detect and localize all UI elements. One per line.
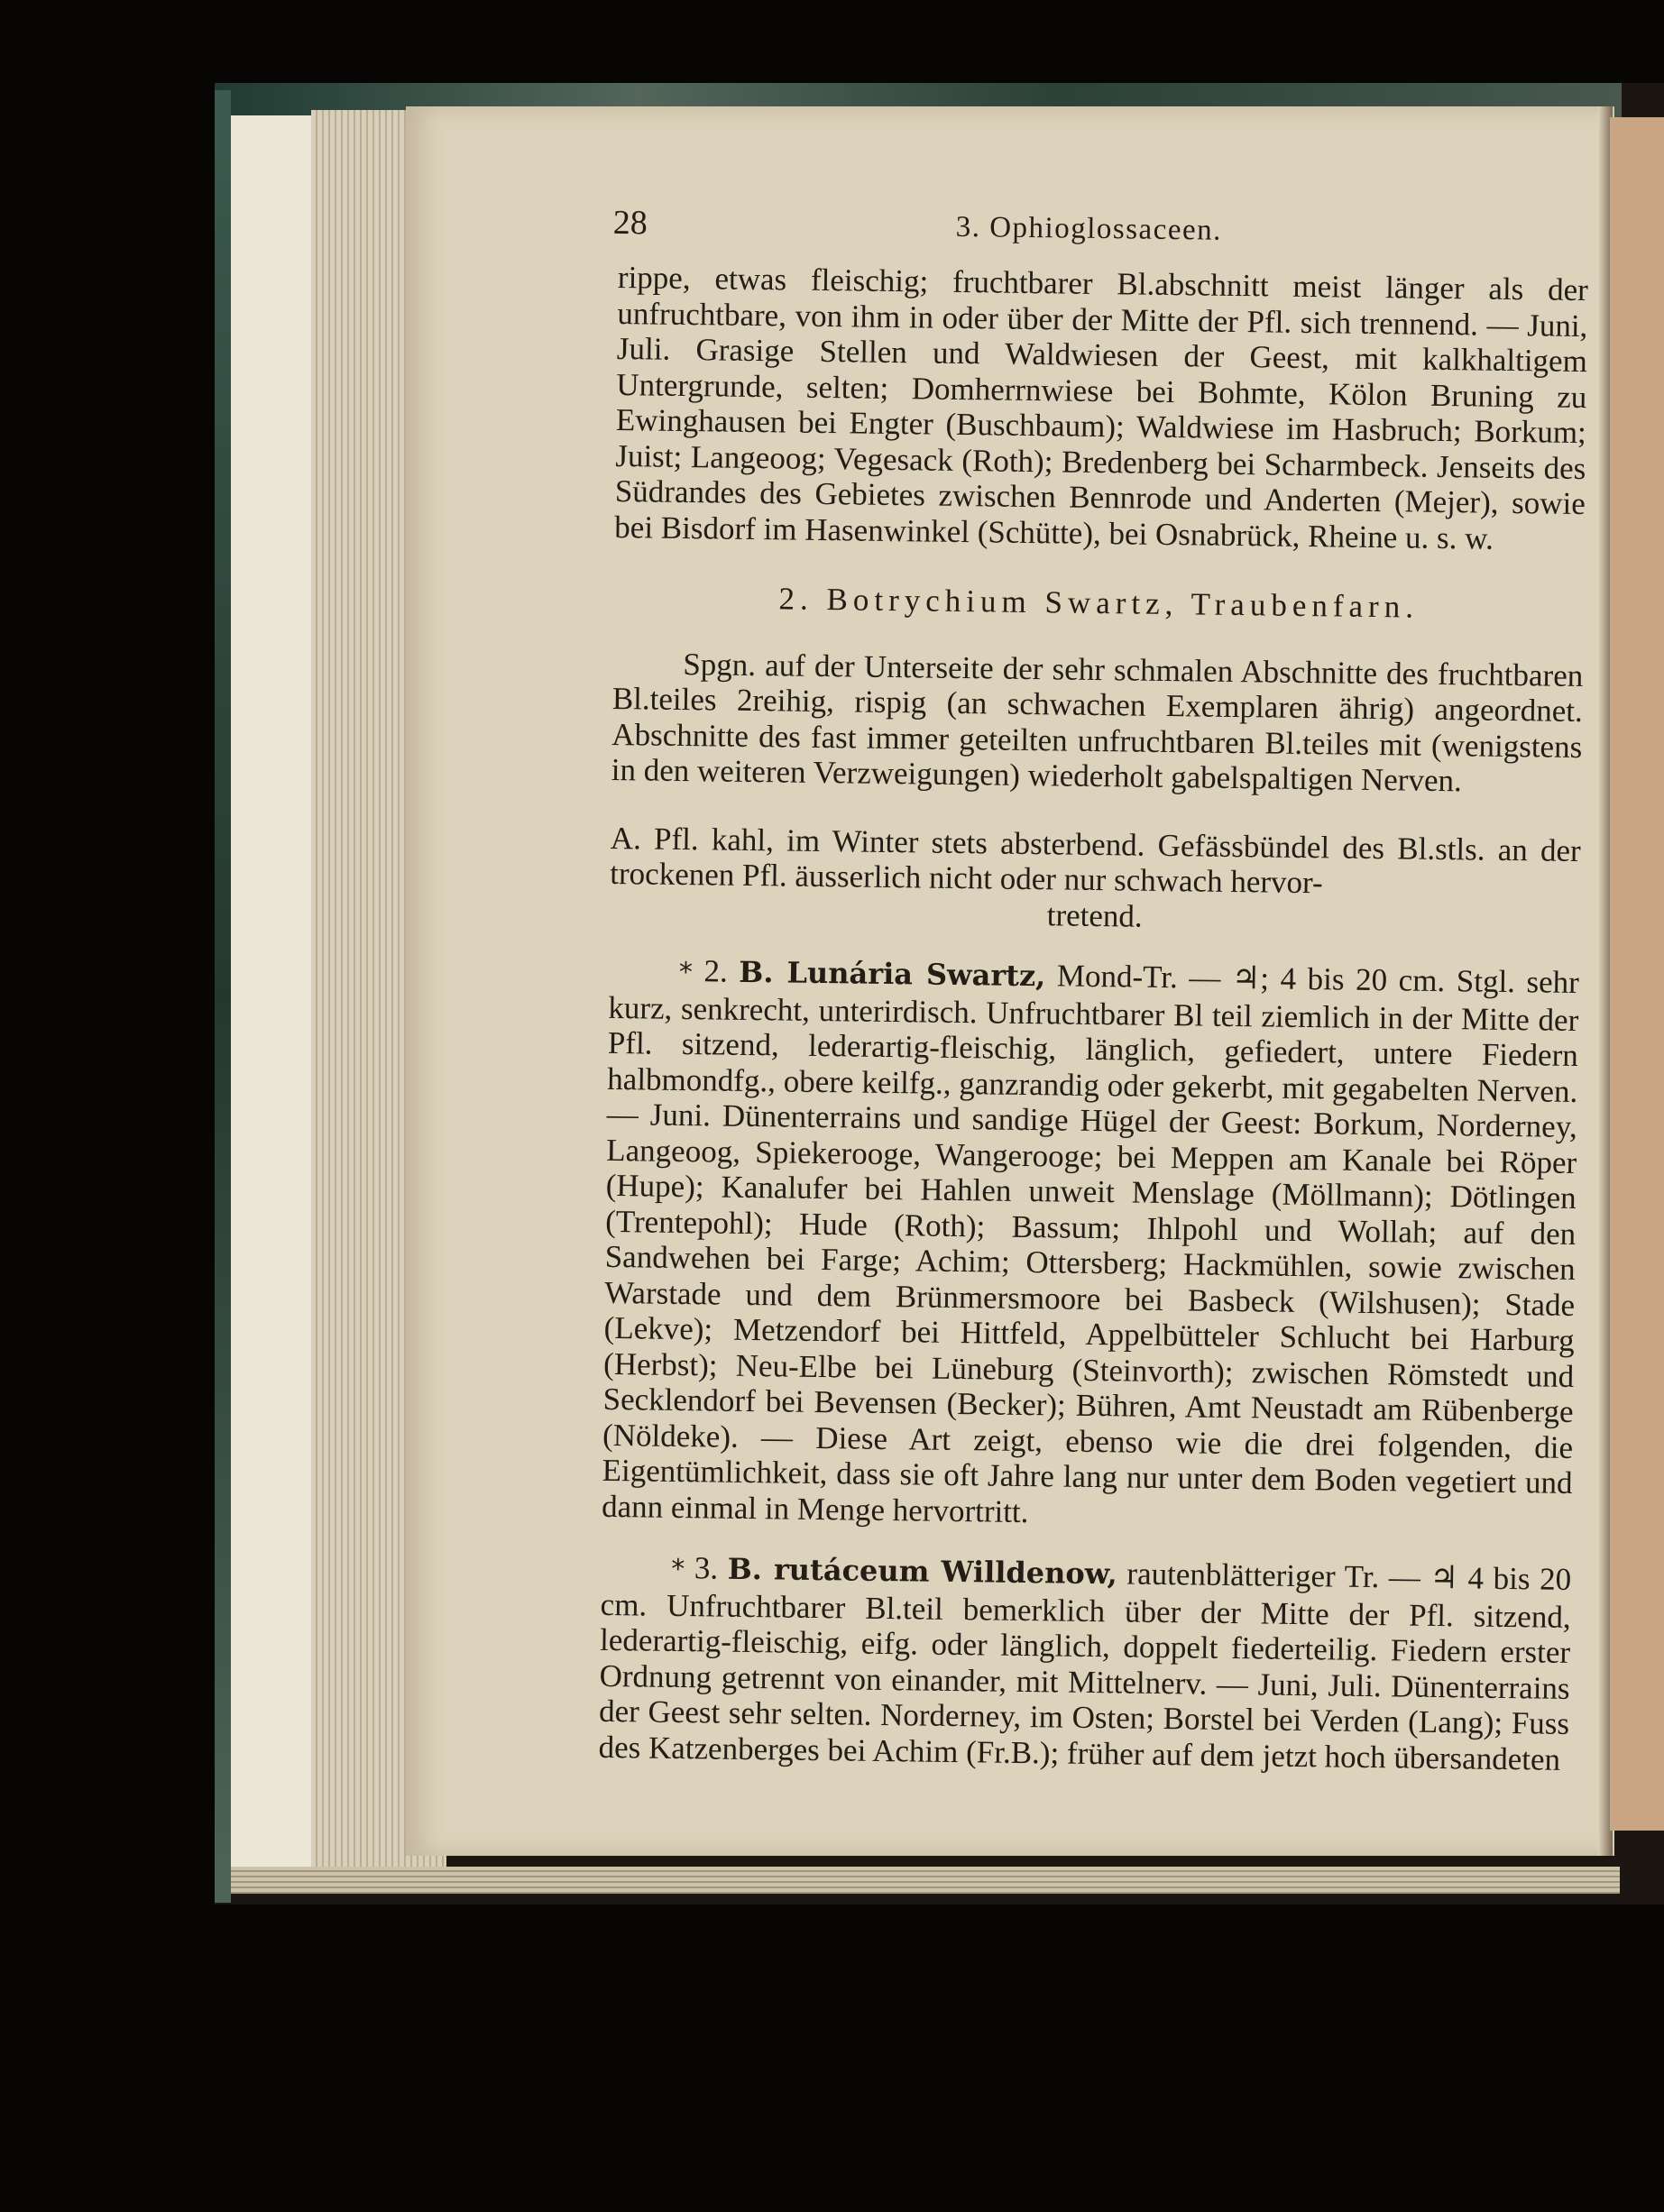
genus-description: Spgn. auf der Unterseite der sehr schmalen Abschnitte des fruchtbaren Bl.teiles 2reihig, rispig (an schwachen Exemplaren ährig) angeordnet. Abschnitte des fast immer geteilten unfruchtbaren Bl.teiles mit (wenigstens in den weiteren Verzweigungen) wiederholt gabelspaltigen Nerven. <box>611 646 1584 799</box>
section-a-text: A. Pfl. kahl, im Winter stets absterbend. Gefässbündel des Bl.stls. an der trockenen Pfl. äusserlich nicht oder nur schwach hervor- <box>610 820 1581 901</box>
page-bottom-edges <box>231 1867 1620 1894</box>
species-name: B. Lunária Swartz, <box>739 954 1046 994</box>
running-title: 3. Ophioglossaceen. <box>955 210 1223 247</box>
next-page-edge <box>1610 117 1664 1831</box>
species-name: B. rutáceum Willdenow, <box>727 1551 1118 1592</box>
section-a <box>610 820 1581 940</box>
paragraph-continuation: rippe, etwas fleischig; fruchtbarer Bl.abschnitt meist länger als der unfruchtbare, von ihm in oder über der Mitte der Pfl. sich trennend. — Juni, Juli. Grasige Stellen und Waldwiesen der Geest, mit kalkhaltigem Untergrunde, selten; Domherrnwiese bei Bohmte, Kölon Bruning zu Ewinghausen bei Engter (Buschbaum); Waldwiese im Hasbruch; Borkum; Juist; Langeoog; Vegesack (Roth); Bredenberg bei Scharmbeck. Jenseits des Südrandes des Gebietes zwischen Bennrode und Anderten (Mejer), sowie bei Bisdorf im Hasenwinkel (Schütte), bei Osnabrück, Rheine u. s. w. <box>614 259 1589 556</box>
species-text: Mond-Tr. — ♃; 4 bis 20 cm. Stgl. sehr kurz, senkrecht, unterirdisch. Unfruchtbarer Bl teil ziemlich in der Mitte der Pfl. sitzend, lederartig-fleischig, länglich, gefiedert, untere Fiedern halbmondfg., obere keilfg., ganzrandig oder gekerbt, mit gegabelten Nerven. — Juni. Dünenterrains und sandige Hügel der Geest: Borkum, Norderney, Langeoog, Spiekerooge, Wangerooge; bei Meppen am Kanale bei Röper (Hupe); Kanalufer bei Hahlen unweit Menslage (Möllmann); Dötlingen (Trentepohl); Hude (Roth); Bassum; Ihlpohl und Wollah; auf den Sandwehen bei Farge; Achim; Ottersberg; Hackmühlen, sowie zwischen Warstade und dem Brünmersmoore bei Basbeck (Wilshusen); Stade (Lekve); Metzendorf bei Hittfeld, Appelbütteler Schlucht bei Harburg (Herbst); Neu-Elbe bei Lüneburg (Steinvorth); zwischen Römstedt und Secklendorf bei Bevensen (Becker); Bühren, Amt Neustadt am Rübenberge (Nöldeke). — Diese Art zeigt, ebenso wie die drei folgenden, die Eigentümlichkeit, dass sie oft Jahre lang nur unter dem Boden vegetiert und dann einmal in Menge hervortritt. <box>601 958 1580 1529</box>
star-marker: * <box>678 956 694 989</box>
book-binding-left <box>215 90 231 1903</box>
genus-heading: 2. Botrychium Swartz, Traubenfarn. <box>778 581 1420 625</box>
page-text <box>598 203 1589 1777</box>
species-number: 3. <box>694 1550 719 1586</box>
species-number: 2. <box>703 953 728 989</box>
flyleaf <box>231 115 314 1883</box>
species-entry-lunaria <box>602 952 1579 1537</box>
species-text: rautenblätteriger Tr. — ♃ 4 bis 20 cm. Unfruchtbarer Bl.teil bemerklich über der Mitte der Pfl. sitzend, lederartig-fleischig, eifg. oder länglich, doppelt fiederteilig. Fiedern erster Ordnung getrennt von einander, mit Mittelnerv. — Juni, Juli. Dünenterrains der Geest sehr selten. Norderney, im Osten; Borstel bei Verden (Lang); Fuss des Katzenberges bei Achim (Fr.B.); früher auf dem jetzt hoch übersandeten <box>598 1556 1572 1777</box>
species-entry-rutaceum <box>598 1549 1571 1777</box>
page-number: 28 <box>612 203 648 243</box>
section-a-end: tretend. <box>1046 896 1143 934</box>
star-marker: * <box>670 1553 685 1586</box>
